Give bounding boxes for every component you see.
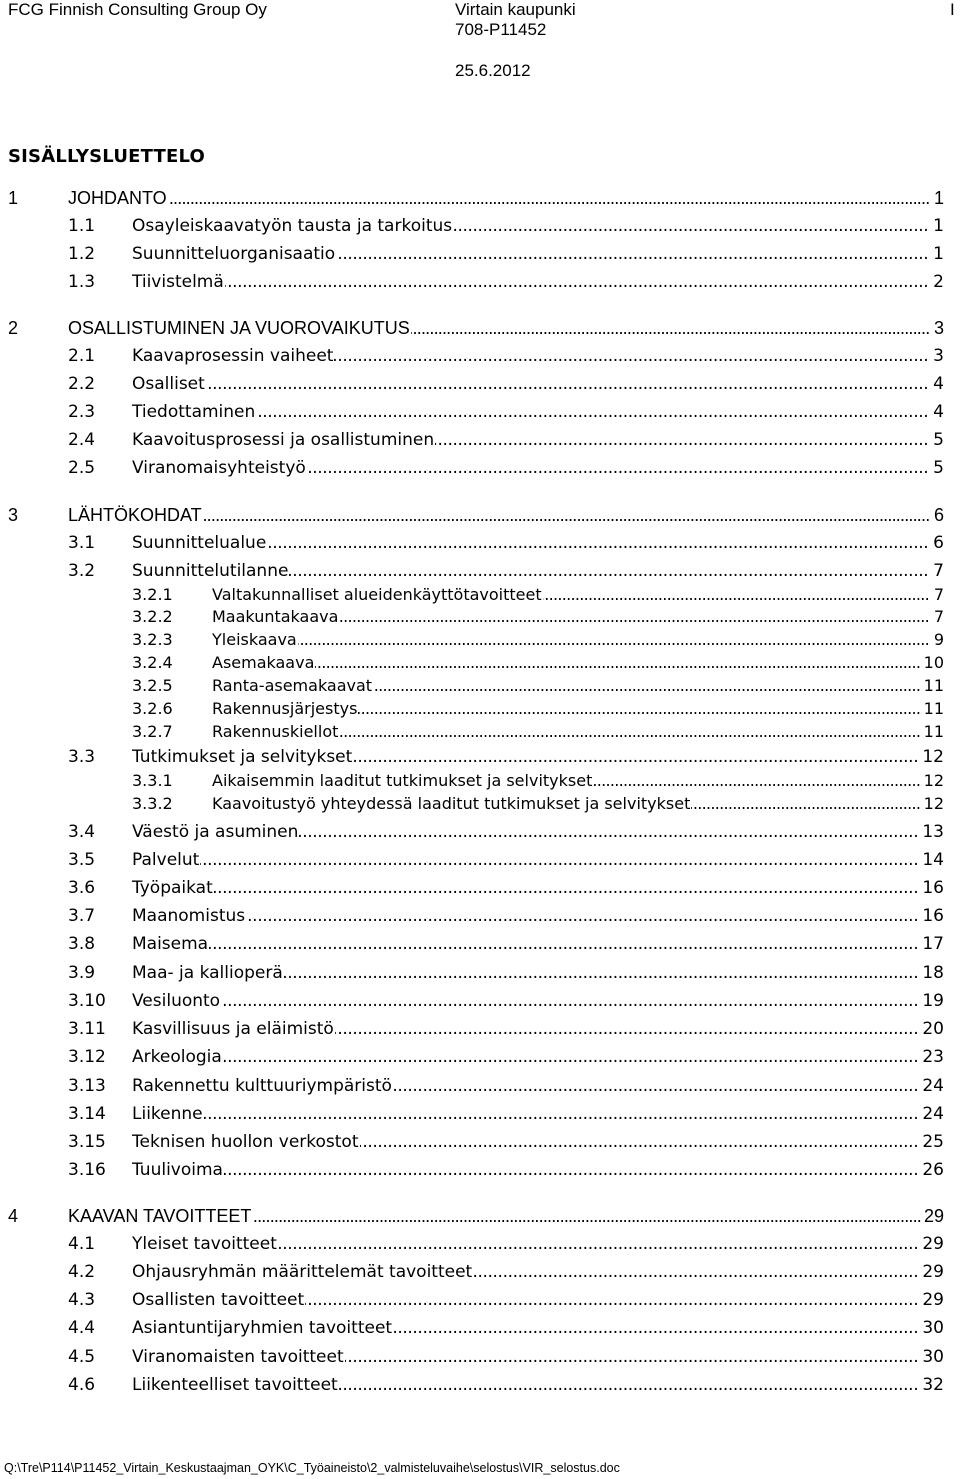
toc-entry-page: 4: [933, 402, 944, 422]
toc-entry-page: 26: [922, 1160, 944, 1180]
toc-entry[interactable]: [0, 850, 960, 874]
toc-entry[interactable]: [0, 722, 960, 746]
toc-entry-page: 17: [922, 934, 944, 954]
toc-entry[interactable]: [0, 1234, 960, 1258]
toc-leader-dots: [132, 374, 930, 394]
toc-leader-dots: [212, 653, 930, 672]
toc-entry-number: 3: [8, 505, 19, 525]
toc-entry-page: 30: [922, 1347, 944, 1367]
toc-entry-page: 13: [922, 822, 944, 842]
toc-entry-number: 3.1: [68, 533, 96, 553]
toc-entry-number: 3.2.6: [132, 699, 173, 718]
toc-entry[interactable]: [0, 430, 960, 454]
toc-entry-number: 4.6: [68, 1375, 96, 1395]
toc-entry[interactable]: [0, 585, 960, 609]
toc-entry-title: LÄHTÖKOHDAT: [68, 505, 202, 525]
toc-entry-page: 1: [933, 244, 944, 264]
page-header: [0, 0, 960, 90]
toc-entry-page: 7: [933, 585, 944, 604]
toc-entry-title: Suunnitteluorganisaatio: [132, 244, 336, 264]
document-date: 25.6.2012: [455, 61, 531, 80]
page-mark: I: [950, 0, 955, 19]
toc-entry-page: 24: [922, 1076, 944, 1096]
toc-entry-number: 1.1: [68, 216, 96, 236]
toc-entry[interactable]: [0, 216, 960, 240]
company-name: FCG Finnish Consulting Group Oy: [8, 0, 267, 19]
toc-entry-title: Asemakaava: [212, 653, 315, 672]
toc-entry[interactable]: [0, 1132, 960, 1156]
toc-entry-page: 1: [933, 216, 944, 236]
toc-entry-title: Tuulivoima: [132, 1160, 223, 1180]
toc-entry[interactable]: [0, 906, 960, 930]
toc-entry-title: Rakennettu kulttuuriympäristö: [132, 1076, 392, 1096]
toc-entry[interactable]: [0, 991, 960, 1015]
toc-entry-number: 3.11: [68, 1019, 106, 1039]
toc-entry-page: 11: [923, 676, 944, 695]
client-name: Virtain kaupunki: [455, 0, 576, 19]
toc-entry[interactable]: [0, 653, 960, 677]
toc-entry-page: 29: [922, 1290, 944, 1310]
toc-entry-title: Kaavaprosessin vaiheet: [132, 346, 334, 366]
toc-entry-page: 7: [933, 561, 944, 581]
toc-entry-page: 7: [933, 607, 944, 626]
toc-entry-page: 5: [933, 430, 944, 450]
toc-leader-dots: [132, 878, 930, 898]
toc-entry-page: 11: [923, 699, 944, 718]
toc-entry[interactable]: [0, 934, 960, 958]
toc-entry-number: 2.2: [68, 374, 96, 394]
toc-leader-dots: [132, 1047, 930, 1067]
toc-leader-dots: [132, 906, 930, 926]
toc-entry-number: 4.4: [68, 1318, 96, 1338]
toc-entry-page: 9: [933, 630, 944, 649]
toc-entry-title: Rakennuskiellot: [212, 722, 339, 741]
toc-entry-title: Osayleiskaavatyön tausta ja tarkoitus: [132, 216, 453, 236]
toc-entry[interactable]: [0, 1047, 960, 1071]
toc-entry-title: Yleiset tavoitteet: [132, 1234, 277, 1254]
toc-leader-dots: [132, 850, 930, 870]
toc-entry[interactable]: [0, 561, 960, 585]
toc-entry-number: 3.2.1: [132, 585, 173, 604]
toc-entry-title: Maa- ja kallioperä: [132, 963, 283, 983]
toc-entry[interactable]: [0, 318, 960, 342]
toc-entry-page: 24: [922, 1104, 944, 1124]
toc-entry-page: 25: [922, 1132, 944, 1152]
toc-entry-title: Vesiluonto: [132, 991, 221, 1011]
toc-entry[interactable]: [0, 1290, 960, 1314]
toc-entry-title: Suunnittelutilanne: [132, 561, 289, 581]
toc-entry[interactable]: [0, 533, 960, 557]
toc-entry-title: Osalliset: [132, 374, 205, 394]
toc-entry-number: 2.4: [68, 430, 96, 450]
toc-entry-title: Viranomaisten tavoitteet: [132, 1347, 344, 1367]
toc-entry[interactable]: [0, 188, 960, 212]
toc-entry-page: 20: [922, 1019, 944, 1039]
toc-entry-number: 1: [8, 188, 19, 208]
toc-entry-page: 3: [933, 346, 944, 366]
toc-entry-page: 30: [922, 1318, 944, 1338]
toc-entry-title: Kasvillisuus ja eläimistö: [132, 1019, 334, 1039]
toc-entry-number: 3.2: [68, 561, 96, 581]
toc-entry-page: 12: [922, 747, 944, 767]
toc-entry[interactable]: [0, 1206, 960, 1230]
toc-leader-dots: [132, 934, 930, 954]
toc-entry-number: 2.1: [68, 346, 96, 366]
toc-leader-dots: [132, 1104, 930, 1124]
toc-entry-title: Tiivistelmä: [132, 272, 224, 292]
toc-entry-title: Aikaisemmin laaditut tutkimukset ja selvitykset: [212, 771, 593, 790]
toc-leader-dots: [132, 991, 930, 1011]
toc-entry-title: Kaavoitustyö yhteydessä laaditut tutkimukset ja selvitykset: [212, 794, 691, 813]
toc-entry-number: 4.1: [68, 1234, 96, 1254]
toc-entry-page: 16: [922, 906, 944, 926]
toc-entry[interactable]: [0, 747, 960, 771]
toc-entry-number: 3.2.5: [132, 676, 173, 695]
toc-entry-title: Maisema: [132, 934, 209, 954]
toc-leader-dots: [132, 1160, 930, 1180]
toc-entry-number: 3.4: [68, 822, 96, 842]
toc-entry-page: 18: [922, 963, 944, 983]
toc-entry-number: 1.2: [68, 244, 96, 264]
toc-entry-title: Ranta-asemakaavat: [212, 676, 373, 695]
toc-entry-number: 2.3: [68, 402, 96, 422]
toc-entry-title: Arkeologia: [132, 1047, 222, 1067]
toc-entry-number: 4.3: [68, 1290, 96, 1310]
toc-entry-number: 3.13: [68, 1076, 106, 1096]
toc-entry[interactable]: [0, 1160, 960, 1184]
toc-entry[interactable]: [0, 458, 960, 482]
toc-entry[interactable]: [0, 963, 960, 987]
toc-entry-page: 1: [933, 188, 944, 208]
toc-entry-page: 6: [933, 505, 944, 525]
toc-leader-dots: [68, 188, 930, 209]
toc-entry-title: OSALLISTUMINEN JA VUOROVAIKUTUS: [68, 318, 410, 338]
toc-entry[interactable]: [0, 699, 960, 723]
toc-entry-title: Väestö ja asuminen: [132, 822, 299, 842]
toc-entry-number: 3.12: [68, 1047, 106, 1067]
toc-entry-page: 2: [933, 272, 944, 292]
toc-entry-number: 4.2: [68, 1262, 96, 1282]
toc-entry-page: 4: [933, 374, 944, 394]
toc-entry[interactable]: [0, 346, 960, 370]
toc-entry-number: 1.3: [68, 272, 96, 292]
toc-entry-title: Tiedottaminen: [132, 402, 256, 422]
toc-entry-number: 3.7: [68, 906, 96, 926]
project-number: 708-P11452: [455, 20, 547, 39]
toc-entry-page: 14: [922, 850, 944, 870]
toc-entry-title: KAAVAN TAVOITTEET: [68, 1206, 252, 1226]
toc-entry-title: Tutkimukset ja selvitykset: [132, 747, 353, 767]
toc-entry-number: 3.5: [68, 850, 96, 870]
toc-entry[interactable]: [0, 505, 960, 529]
toc-entry-title: Teknisen huollon verkostot: [132, 1132, 359, 1152]
toc-entry[interactable]: [0, 402, 960, 426]
toc-entry-title: Työpaikat: [132, 878, 213, 898]
toc-entry-number: 3.10: [68, 991, 106, 1011]
toc-entry[interactable]: [0, 676, 960, 700]
toc-entry-number: 3.3.1: [132, 771, 173, 790]
toc-entry-number: 4.5: [68, 1347, 96, 1367]
toc-entry-number: 3.2.7: [132, 722, 173, 741]
toc-entry-page: 5: [933, 458, 944, 478]
toc-entry[interactable]: [0, 630, 960, 654]
toc-entry-number: 3.14: [68, 1104, 106, 1124]
toc-entry[interactable]: [0, 1318, 960, 1342]
toc-entry-number: 3.2.2: [132, 607, 173, 626]
toc-entry-number: 3.2.3: [132, 630, 173, 649]
toc-entry[interactable]: [0, 1076, 960, 1100]
toc-entry-title: Suunnittelualue: [132, 533, 267, 553]
toc-entry-number: 3.2.4: [132, 653, 173, 672]
toc-entry[interactable]: [0, 272, 960, 296]
toc-entry-page: 29: [922, 1234, 944, 1254]
toc-entry[interactable]: [0, 1347, 960, 1371]
toc-title: SISÄLLYSLUETTELO: [8, 146, 206, 167]
toc-entry-title: Liikenne: [132, 1104, 203, 1124]
toc-entry-page: 11: [923, 722, 944, 741]
toc-entry-page: 6: [933, 533, 944, 553]
toc-leader-dots: [132, 272, 930, 292]
toc-entry-number: 2: [8, 318, 19, 338]
toc-entry-title: Ohjausryhmän määrittelemät tavoitteet: [132, 1262, 473, 1282]
toc-entry-page: 19: [922, 991, 944, 1011]
toc-entry-number: 3.15: [68, 1132, 106, 1152]
toc-entry-page: 16: [922, 878, 944, 898]
toc-leader-dots: [212, 630, 930, 649]
toc-entry[interactable]: [0, 794, 960, 818]
toc-entry[interactable]: [0, 878, 960, 902]
toc-entry-title: Kaavoitusprosessi ja osallistuminen: [132, 430, 435, 450]
toc-entry[interactable]: [0, 1375, 960, 1399]
toc-entry-title: Viranomaisyhteistyö: [132, 458, 306, 478]
toc-entry-page: 12: [923, 794, 944, 813]
toc-entry-number: 3.6: [68, 878, 96, 898]
toc-entry-page: 32: [922, 1375, 944, 1395]
toc-entry-number: 3.3.2: [132, 794, 173, 813]
toc-entry-title: Osallisten tavoitteet: [132, 1290, 305, 1310]
toc-entry-title: Liikenteelliset tavoitteet: [132, 1375, 338, 1395]
toc-entry-title: Valtakunnalliset alueidenkäyttötavoitteet: [212, 585, 542, 604]
toc-entry[interactable]: [0, 1262, 960, 1286]
toc-entry-page: 3: [933, 318, 944, 338]
toc-entry-number: 3.8: [68, 934, 96, 954]
toc-entry[interactable]: [0, 607, 960, 631]
toc-entry-page: 23: [922, 1047, 944, 1067]
toc-entry-title: Rakennusjärjestys: [212, 699, 358, 718]
toc-entry-number: 3.16: [68, 1160, 106, 1180]
toc-entry-title: Maanomistus: [132, 906, 246, 926]
toc-entry[interactable]: [0, 822, 960, 846]
toc-entry-number: 4: [8, 1206, 19, 1226]
toc-entry-page: 12: [923, 771, 944, 790]
toc-entry-page: 29: [923, 1206, 944, 1226]
toc-entry-number: 3.9: [68, 963, 96, 983]
toc-entry[interactable]: [0, 374, 960, 398]
toc-entry-page: 29: [922, 1262, 944, 1282]
toc-entry-number: 2.5: [68, 458, 96, 478]
toc-entry-number: 3.3: [68, 747, 96, 767]
toc-entry[interactable]: [0, 1104, 960, 1128]
toc-entry[interactable]: [0, 771, 960, 795]
toc-entry[interactable]: [0, 1019, 960, 1043]
toc-entry-title: Asiantuntijaryhmien tavoitteet: [132, 1318, 393, 1338]
toc-entry[interactable]: [0, 244, 960, 268]
toc-entry-title: Palvelut: [132, 850, 200, 870]
toc-entry-title: Maakuntakaava: [212, 607, 339, 626]
toc-entry-title: JOHDANTO: [68, 188, 167, 208]
file-path-footer: Q:\Tre\P114\P11452_Virtain_Keskustaajman_OYK\C_Työaineisto\2_valmisteluvaihe\selostus\VIR_selostus.doc: [4, 1461, 620, 1475]
toc-entry-page: 10: [923, 653, 944, 672]
toc-entry-title: Yleiskaava: [212, 630, 297, 649]
